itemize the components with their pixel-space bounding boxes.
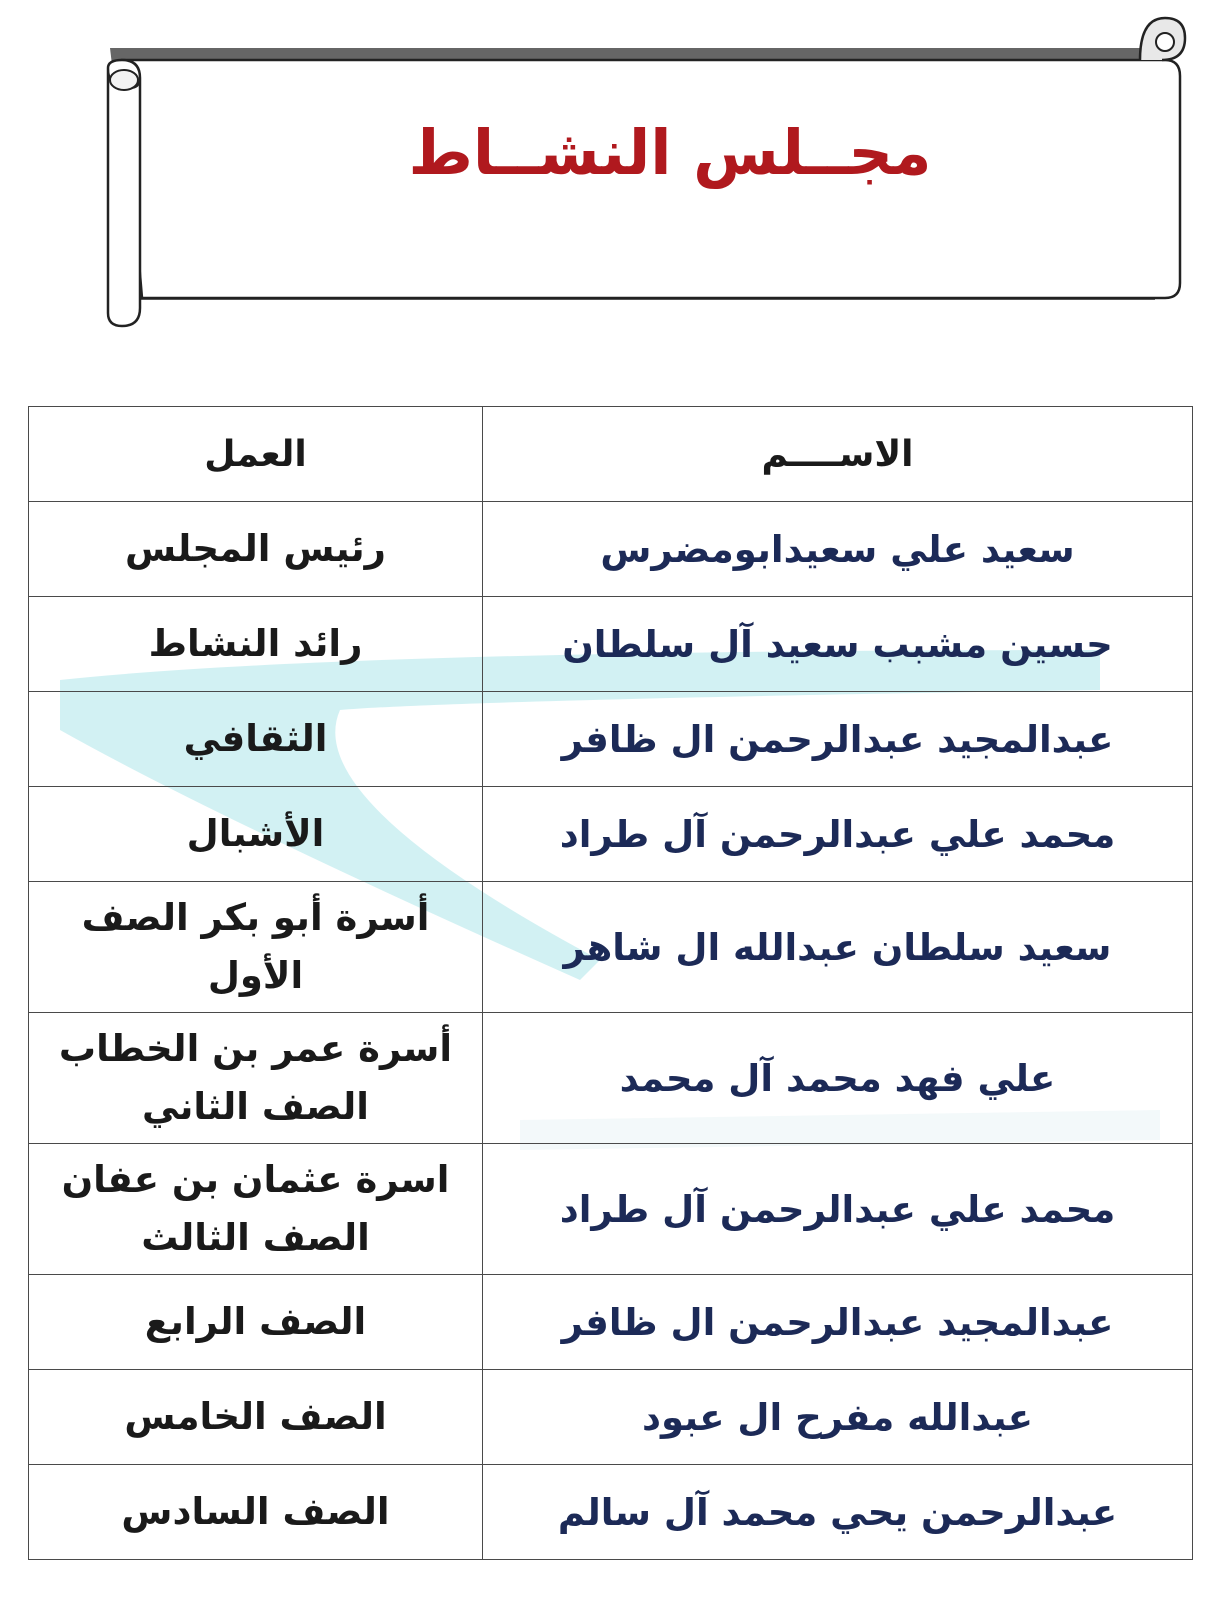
member-name: سعيد علي سعيدابومضرس (483, 502, 1193, 597)
table-row (29, 1144, 1193, 1275)
member-role: أسرة عمر بن الخطاب الصف الثاني (29, 1013, 483, 1144)
table-row (29, 1465, 1193, 1560)
member-name: سعيد سلطان عبدالله ال شاهر (483, 882, 1193, 1013)
table-row (29, 1275, 1193, 1370)
council-roster-table (28, 406, 1193, 1560)
member-role: اسرة عثمان بن عفان الصف الثالث (29, 1144, 483, 1275)
header-job: العمل (29, 407, 483, 502)
member-name: عبدالمجيد عبدالرحمن ال ظافر (483, 692, 1193, 787)
title-banner (90, 8, 1200, 338)
member-role: رئيس المجلس (29, 502, 483, 597)
member-name: حسين مشبب سعيد آل سلطان (483, 597, 1193, 692)
member-role: أسرة أبو بكر الصف الأول (29, 882, 483, 1013)
header-name: الاســــم (483, 407, 1193, 502)
member-name: علي فهد محمد آل محمد (483, 1013, 1193, 1144)
member-name: عبدالمجيد عبدالرحمن ال ظافر (483, 1275, 1193, 1370)
table-row (29, 597, 1193, 692)
table-header-row (29, 407, 1193, 502)
member-name: محمد علي عبدالرحمن آل طراد (483, 787, 1193, 882)
member-role: الأشبال (29, 787, 483, 882)
member-name: عبدالرحمن يحي محمد آل سالم (483, 1465, 1193, 1560)
member-role: الصف الخامس (29, 1370, 483, 1465)
page-title: مجــلس النشــاط (408, 116, 932, 189)
member-role: رائد النشاط (29, 597, 483, 692)
table-row (29, 692, 1193, 787)
table-row (29, 502, 1193, 597)
table-row (29, 1013, 1193, 1144)
table-row (29, 787, 1193, 882)
member-name: محمد علي عبدالرحمن آل طراد (483, 1144, 1193, 1275)
member-role: الثقافي (29, 692, 483, 787)
member-role: الصف الرابع (29, 1275, 483, 1370)
member-role: الصف السادس (29, 1465, 483, 1560)
table-row (29, 882, 1193, 1013)
member-name: عبدالله مفرح ال عبود (483, 1370, 1193, 1465)
table-row (29, 1370, 1193, 1465)
